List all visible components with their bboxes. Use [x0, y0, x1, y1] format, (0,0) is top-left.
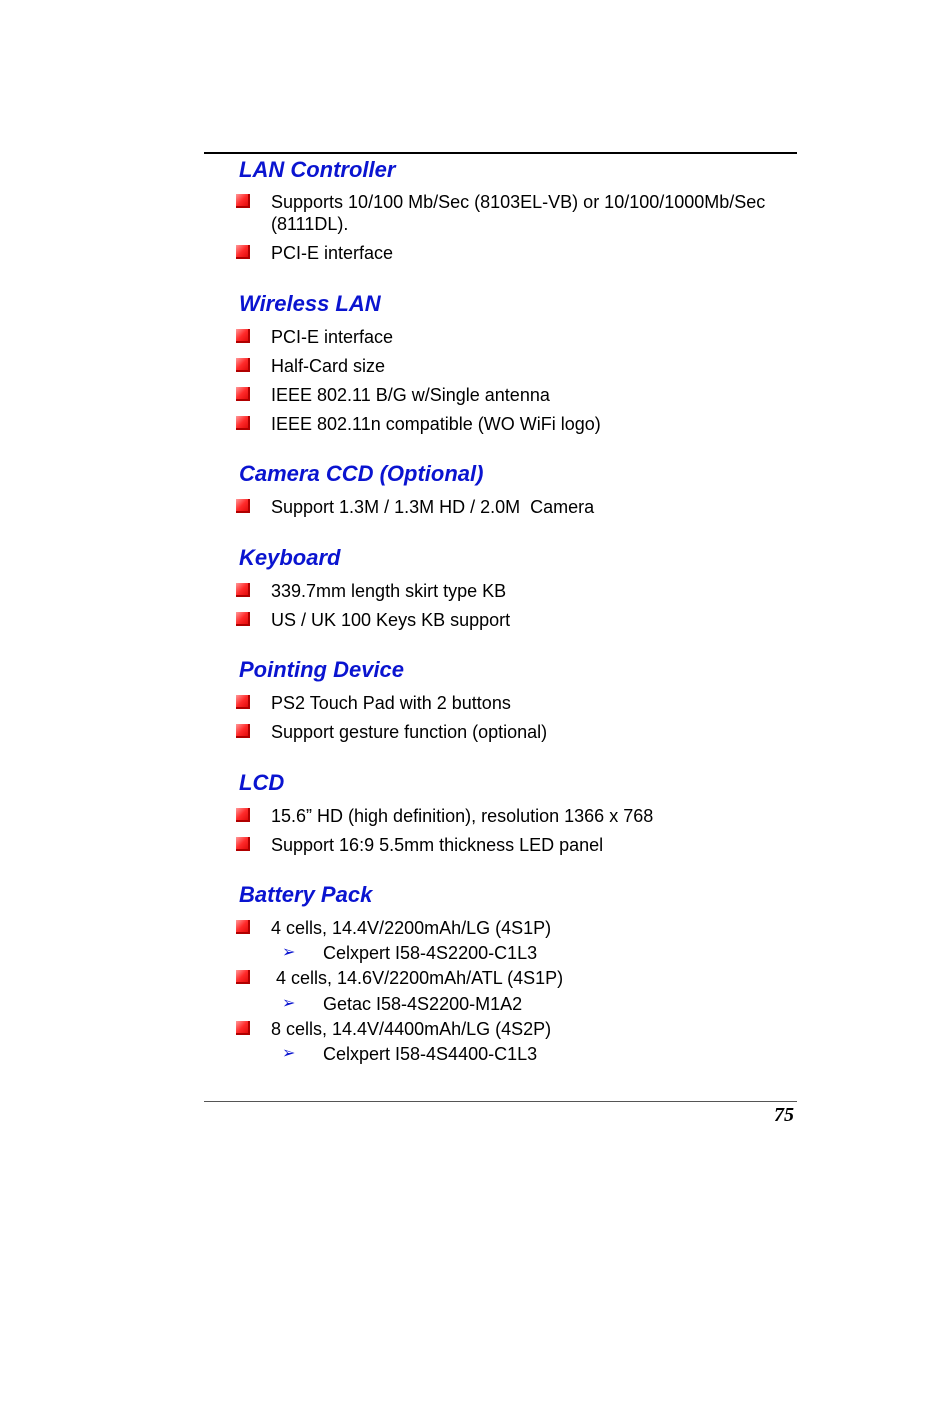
bullet-icon: [236, 695, 250, 709]
sub-list-item-text: Celxpert I58-4S2200-C1L3: [323, 943, 538, 963]
list-item-text: 4 cells, 14.6V/2200mAh/ATL (4S1P): [271, 968, 564, 988]
sub-list-item-text: Getac I58-4S2200-M1A2: [323, 994, 523, 1014]
section-title: LCD: [239, 770, 285, 795]
list-item-text: Support 1.3M / 1.3M HD / 2.0M Camera: [271, 497, 595, 517]
bullet-icon: [236, 583, 250, 597]
arrow-bullet-icon: ➢: [282, 1045, 296, 1062]
section-title: Keyboard: [239, 545, 341, 570]
list-item-text: PCI-E interface: [271, 327, 394, 347]
list-item-text: 4 cells, 14.4V/2200mAh/LG (4S1P): [271, 918, 552, 938]
list-item-text: 15.6” HD (high definition), resolution 1366 x 768: [271, 806, 654, 826]
bullet-icon: [236, 245, 250, 259]
bullet-icon: [236, 387, 250, 401]
list-item-text: Support 16:9 5.5mm thickness LED panel: [271, 835, 604, 855]
page-number: 75: [774, 1104, 794, 1126]
list-item-text: Supports 10/100 Mb/Sec (8103EL-VB) or 10/100/1000Mb/Sec (8111DL).: [271, 192, 771, 234]
bottom-rule: [204, 1101, 797, 1102]
bullet-icon: [236, 194, 250, 208]
section-title: Camera CCD (Optional): [239, 461, 484, 486]
section-title: Battery Pack: [239, 882, 373, 907]
bullet-icon: [236, 837, 250, 851]
bullet-icon: [236, 724, 250, 738]
section-title: Pointing Device: [239, 657, 405, 682]
bullet-icon: [236, 416, 250, 430]
bullet-icon: [236, 612, 250, 626]
list-item-text: US / UK 100 Keys KB support: [271, 610, 511, 630]
list-item-text: Support gesture function (optional): [271, 722, 548, 742]
section-title: Wireless LAN: [239, 291, 381, 316]
bullet-icon: [236, 970, 250, 984]
bullet-icon: [236, 920, 250, 934]
arrow-bullet-icon: ➢: [282, 995, 296, 1012]
list-item-text: 339.7mm length skirt type KB: [271, 581, 507, 601]
top-rule: [204, 152, 797, 154]
bullet-icon: [236, 358, 250, 372]
bullet-icon: [236, 1021, 250, 1035]
list-item-text: IEEE 802.11 B/G w/Single antenna: [271, 385, 550, 405]
sub-list-item-text: Celxpert I58-4S4400-C1L3: [323, 1044, 538, 1064]
bullet-icon: [236, 499, 250, 513]
list-item-text: PS2 Touch Pad with 2 buttons: [271, 693, 511, 713]
list-item-text: 8 cells, 14.4V/4400mAh/LG (4S2P): [271, 1019, 552, 1039]
list-item-text: PCI-E interface: [271, 243, 394, 263]
bullet-icon: [236, 329, 250, 343]
list-item-text: Half-Card size: [271, 356, 386, 376]
bullet-icon: [236, 808, 250, 822]
section-title: LAN Controller: [239, 157, 396, 182]
list-item-text: IEEE 802.11n compatible (WO WiFi logo): [271, 414, 601, 434]
arrow-bullet-icon: ➢: [282, 944, 296, 961]
